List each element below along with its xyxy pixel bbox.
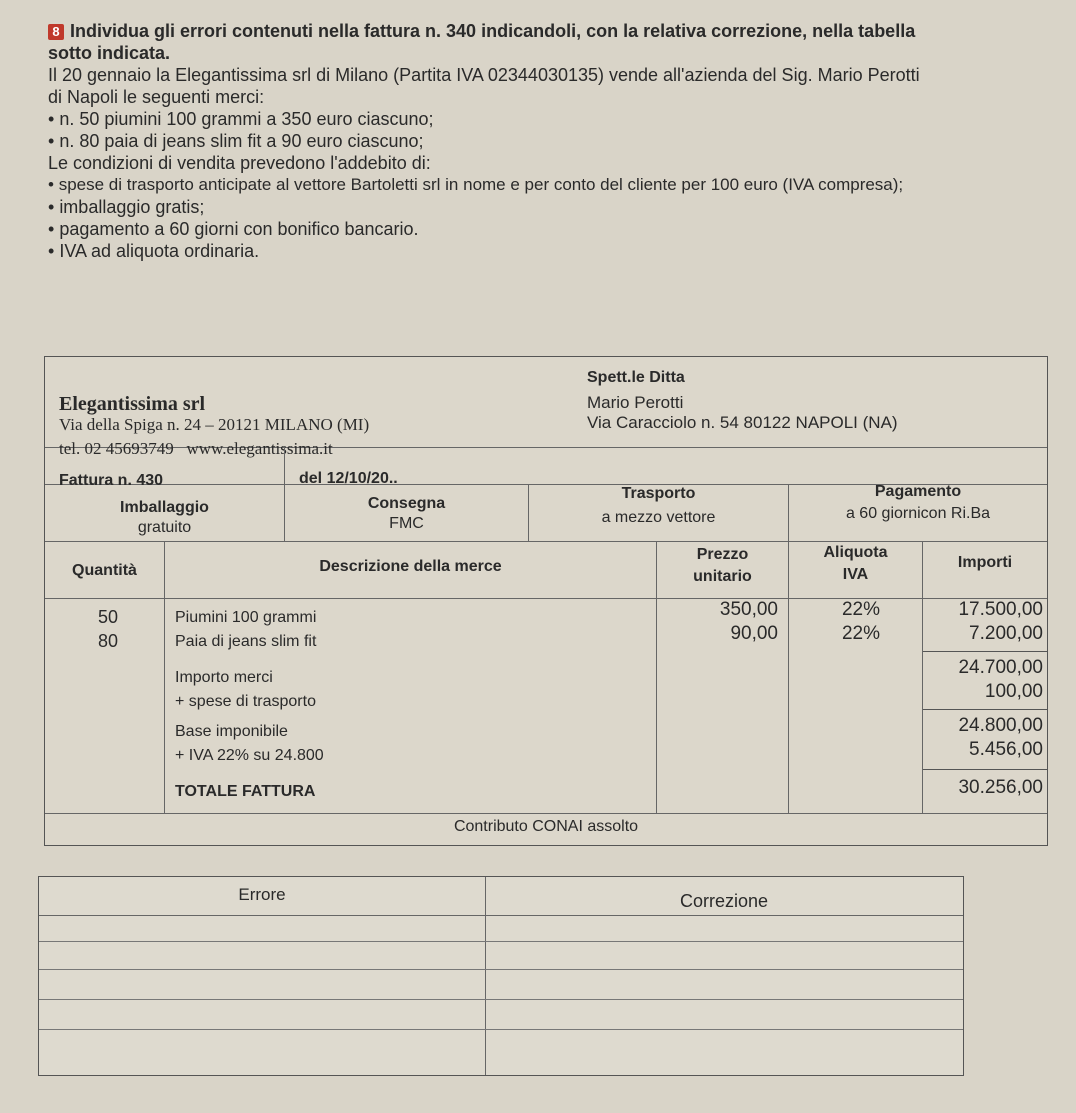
conai-note: Contributo CONAI assolto bbox=[453, 818, 639, 835]
vat-amount: 5.456,00 bbox=[969, 739, 1043, 760]
invoice-date: del 12/10/20.. bbox=[299, 470, 398, 487]
answer-row-line bbox=[39, 1029, 963, 1030]
customer-name: Mario Perotti bbox=[587, 393, 684, 412]
col-unit-price: Prezzo bbox=[696, 546, 749, 563]
conditions-intro: Le condizioni di vendita prevedono l'addebito di: bbox=[48, 153, 431, 173]
subtotal-rule bbox=[923, 651, 1047, 652]
packaging-value: gratuito bbox=[137, 519, 192, 536]
item-amount: 7.200,00 bbox=[969, 623, 1043, 644]
delivery-label: Consegna bbox=[367, 495, 446, 512]
total-label: TOTALE FATTURA bbox=[175, 783, 316, 800]
goods-total: 24.700,00 bbox=[958, 657, 1043, 678]
condition-item: • pagamento a 60 giorni con bonifico bancario. bbox=[48, 218, 1068, 240]
exercise-number: 8 bbox=[48, 24, 64, 40]
condition-item: • IVA ad aliquota ordinaria. bbox=[48, 240, 1068, 262]
transport-value: a mezzo vettore bbox=[601, 509, 716, 526]
transport-label: Trasporto bbox=[621, 485, 696, 502]
answer-column-divider bbox=[485, 877, 486, 1075]
items-body bbox=[45, 599, 1047, 814]
taxable-label: Base imponibile bbox=[175, 723, 288, 740]
columns-header-row bbox=[45, 542, 1047, 599]
goods-item: • n. 50 piumini 100 grammi a 350 euro ciascuno; bbox=[48, 108, 1068, 130]
item-desc: Paia di jeans slim fit bbox=[175, 633, 317, 650]
item-price: 350,00 bbox=[719, 599, 778, 620]
seller-address: Via della Spiga n. 24 – 20121 MILANO (MI) bbox=[59, 415, 370, 434]
conditions-list bbox=[48, 174, 1068, 262]
goods-list bbox=[48, 108, 1068, 152]
seller-name: Elegantissima srl bbox=[59, 393, 206, 415]
item-price: 90,00 bbox=[730, 623, 778, 644]
invoice-header bbox=[45, 357, 1047, 458]
terms-row bbox=[45, 485, 1047, 542]
exercise-paragraph-1: Il 20 gennaio la Elegantissima srl di Milano (Partita IVA 02344030135) vende all'azienda del Sig. Mario Perotti bbox=[48, 65, 920, 85]
item-vat: 22% bbox=[841, 623, 880, 644]
customer-address: Via Caracciolo n. 54 80122 NAPOLI (NA) bbox=[587, 413, 898, 432]
col-error: Errore bbox=[238, 885, 286, 904]
transport-add-label: + spese di trasporto bbox=[175, 693, 316, 710]
total-rule bbox=[923, 769, 1047, 770]
exercise-text bbox=[48, 20, 1068, 262]
col-vat-rate: Aliquota bbox=[823, 544, 888, 561]
exercise-instruction-cont: sotto indicata. bbox=[48, 43, 171, 63]
payment-label: Pagamento bbox=[874, 483, 962, 500]
item-desc: Piumini 100 grammi bbox=[175, 609, 317, 626]
invoice bbox=[44, 356, 1048, 846]
taxable-rule bbox=[923, 709, 1047, 710]
col-amounts: Importi bbox=[957, 554, 1013, 571]
goods-total-label: Importo merci bbox=[175, 669, 273, 686]
condition-item: • imballaggio gratis; bbox=[48, 196, 1068, 218]
customer-label: Spett.le Ditta bbox=[587, 369, 685, 386]
answer-row-line bbox=[39, 969, 963, 970]
col-description: Descrizione della merce bbox=[319, 558, 502, 575]
item-qty: 80 bbox=[97, 631, 118, 651]
item-vat: 22% bbox=[841, 599, 880, 620]
vat-label: + IVA 22% su 24.800 bbox=[175, 747, 324, 764]
invoice-number: Fattura n. 430 bbox=[59, 472, 164, 489]
col-quantity: Quantità bbox=[72, 562, 137, 579]
answer-table-header bbox=[39, 877, 963, 916]
item-qty: 50 bbox=[97, 607, 118, 627]
delivery-value: FMC bbox=[389, 515, 424, 532]
payment-value: a 60 giornicon Ri.Ba bbox=[845, 505, 991, 522]
col-vat-rate-2: IVA bbox=[842, 566, 869, 583]
condition-item: • spese di trasporto anticipate al vettore Bartoletti srl in nome e per conto del cliente per 100 euro (IVA compresa); bbox=[48, 174, 1068, 196]
col-unit-price-2: unitario bbox=[693, 568, 752, 585]
conai-row bbox=[45, 814, 1047, 842]
transport-add: 100,00 bbox=[984, 681, 1043, 702]
seller-contacts: tel. 02 45693749 www.elegantissima.it bbox=[59, 439, 333, 458]
goods-item: • n. 80 paia di jeans slim fit a 90 euro ciascuno; bbox=[48, 130, 1068, 152]
item-amount: 17.500,00 bbox=[958, 599, 1043, 620]
answer-row-line bbox=[39, 999, 963, 1000]
invoice-number-row bbox=[45, 448, 1047, 489]
exercise-instruction: 8 Individua gli errori contenuti nella fattura n. 340 indicandoli, con la relativa correzione, nella tabella bbox=[48, 20, 1068, 42]
packaging-label: Imballaggio bbox=[120, 499, 209, 516]
taxable-amount: 24.800,00 bbox=[958, 715, 1043, 736]
col-correction: Correzione bbox=[679, 891, 769, 911]
invoice-total: 30.256,00 bbox=[958, 777, 1043, 798]
exercise-paragraph-2: di Napoli le seguenti merci: bbox=[48, 87, 265, 107]
answer-table bbox=[38, 876, 964, 1076]
answer-row-line bbox=[39, 941, 963, 942]
